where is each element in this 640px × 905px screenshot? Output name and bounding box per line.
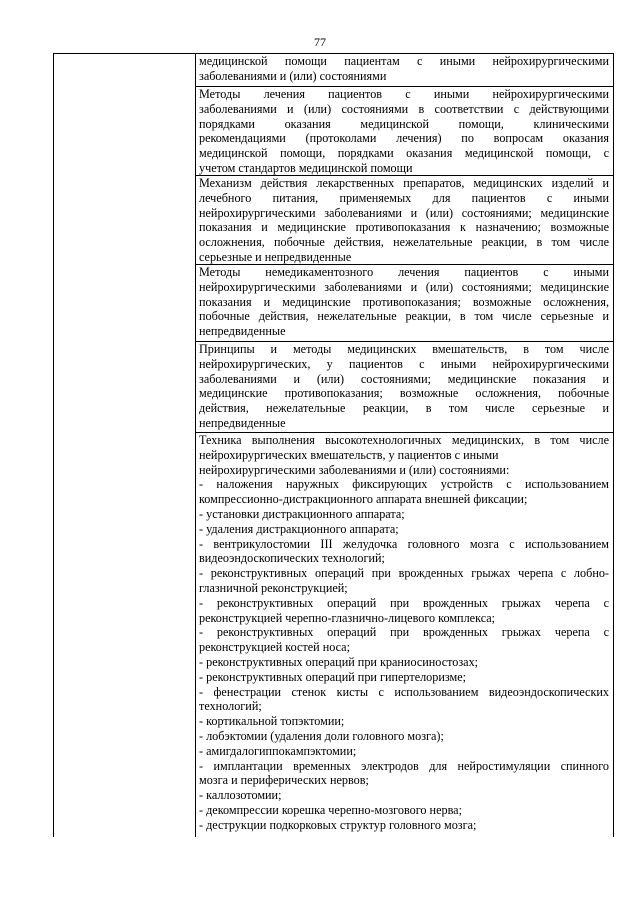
list-item-line: - реконструктивных операций при врожденных грыжах черепа с xyxy=(199,625,609,640)
text-line: рекомендациями (протоколами лечения) по вопросам оказания xyxy=(199,131,609,146)
page-number: 77 xyxy=(314,35,326,49)
text-line: реконструкцией костей носа; xyxy=(199,640,350,655)
list-item-line: - амигдалогиппокампэктомии; xyxy=(199,743,357,758)
text-line: Механизм действия лекарственных препаратов, медицинских изделий и xyxy=(199,176,609,190)
text-line: технологий; xyxy=(199,699,262,714)
list-item-line: - удаления дистракционного аппарата; xyxy=(199,521,399,536)
list-item-line: - каллозотомии; xyxy=(199,788,282,803)
list-item-line: - реконструктивных операций при врожденных грыжах черепа с лобно- xyxy=(199,566,609,581)
table-cell-section-0 xyxy=(196,54,613,87)
list-item-line: - фенестрации стенок кисты с использованием видеоэндоскопических xyxy=(199,684,609,699)
text-line: мозга и периферических нервов; xyxy=(199,773,369,788)
text-line: видеоэндоскопических технологий; xyxy=(199,551,385,566)
list-item-line: - реконструктивных операций при гипертелоризме; xyxy=(199,669,467,684)
text-line: серьезные и непредвиденные xyxy=(199,249,352,264)
text-line: компрессионно-дистракционного аппарата внешней фиксации; xyxy=(199,492,528,507)
text-line: реконструкцией черепно-глазнично-лицевого комплекса; xyxy=(199,610,496,625)
text-line: учетом стандартов медицинской помощи xyxy=(199,160,413,175)
table-cell-section-3 xyxy=(196,265,613,342)
text-line: нейрохирургическими заболеваниями и (или) состояниями; медицинские xyxy=(199,279,609,294)
list-item-line: - деструкции подкорковых структур головного мозга; xyxy=(199,817,477,832)
text-line: порядками оказания медицинской помощи, клиническими xyxy=(199,116,609,131)
text-line: побочные действия, нежелательные реакции, в том числе серьезные и xyxy=(199,309,609,324)
text-line: осложнения, побочные действия, нежелательные реакции, в том числе xyxy=(199,235,609,250)
table-right-column xyxy=(196,54,613,837)
text-line: заболеваниями и (или) состояниями в соответствии с действующими xyxy=(199,101,609,116)
text-line: непредвиденные xyxy=(199,415,286,430)
text-line: медицинской помощи пациентам с иными нейрохирургическими xyxy=(199,54,609,68)
list-item-line: - реконструктивных операций при краниосиностозах; xyxy=(199,654,479,669)
text-line: Техника выполнения высокотехнологичных медицинских, в том числе xyxy=(199,433,609,447)
list-item-line: - лобэктомии (удаления доли головного мозга); xyxy=(199,728,444,743)
text-line: глазничной реконструкцией; xyxy=(199,580,348,595)
text-line: Принципы и методы медицинских вмешательств, в том числе xyxy=(199,342,609,356)
requirements-table xyxy=(53,53,614,837)
list-item-line: - реконструктивных операций при врожденных грыжах черепа с xyxy=(199,595,609,610)
table-cell-section-2 xyxy=(196,176,613,265)
text-line: нейрохирургическими заболеваниями и (или) состояниями: xyxy=(199,462,510,477)
text-line: Методы лечения пациентов с иными нейрохирургическими xyxy=(199,87,609,101)
list-item-line: - имплантации временных электродов для нейростимуляции спинного xyxy=(199,758,609,773)
list-item-line: - наложения наружных фиксирующих устройств с использованием xyxy=(199,477,609,492)
list-item-line: - установки дистракционного аппарата; xyxy=(199,506,405,521)
text-line: действия, нежелательные реакции, в том числе серьезные и xyxy=(199,401,609,416)
text-line: заболеваниями и (или) состояниями; медицинские показания и xyxy=(199,371,609,386)
list-item-line: - вентрикулостомии III желудочка головного мозга с использованием xyxy=(199,536,609,551)
text-line: заболеваниями и (или) состояниями xyxy=(199,68,387,83)
list-item-line: - кортикальной топэктомии; xyxy=(199,714,345,729)
text-line: медицинской помощи, порядками оказания медицинской помощи, с xyxy=(199,146,609,161)
text-line: показания и медицинские противопоказания; возможные осложнения, xyxy=(199,294,609,309)
text-line: Методы немедикаментозного лечения пациентов с иными xyxy=(199,265,609,279)
table-cell-section-4 xyxy=(196,342,613,433)
text-line: нейрохирургических, у пациентов с иными нейрохирургическими xyxy=(199,356,609,371)
text-line: нейрохирургическими заболеваниями и (или) состояниями; медицинские xyxy=(199,205,609,220)
text-line: медицинские противопоказания; возможные осложнения, побочные xyxy=(199,386,609,401)
text-line: нейрохирургических вмешательств, у пациентов с иными xyxy=(199,447,499,462)
table-cell-section-5 xyxy=(196,433,613,833)
text-line: лечебного питания, применяемых для пациентов с иными xyxy=(199,190,609,205)
table-cell-section-1 xyxy=(196,87,613,176)
text-line: показания и медицинские противопоказания к назначению; возможные xyxy=(199,220,609,235)
list-item-line: - декомпрессии корешка черепно-мозгового нерва; xyxy=(199,802,462,817)
table-left-column xyxy=(54,54,196,837)
text-line: непредвиденные xyxy=(199,324,286,339)
